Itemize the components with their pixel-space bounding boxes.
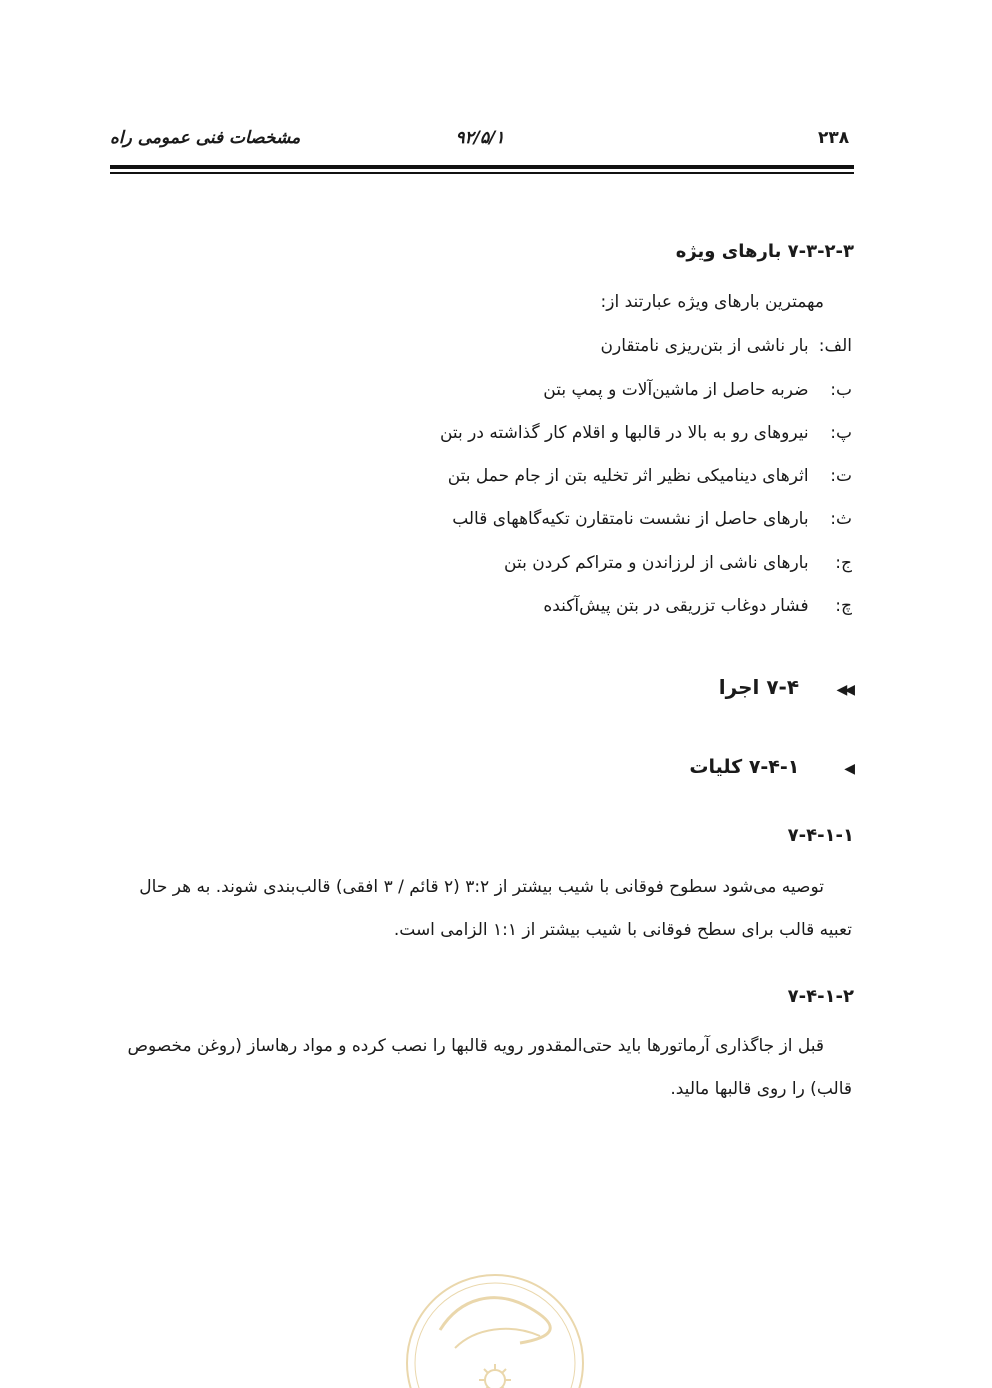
list-item-text: بار ناشی از بتن‌ریزی نامتقارن (600, 336, 809, 356)
arrow-icon: ◀ (844, 761, 852, 777)
list-item (601, 332, 852, 360)
watermark-seal-icon (400, 1268, 590, 1388)
clause-number: ۷-۴-۱-۲ (787, 986, 854, 1007)
clause-number: ۷-۴-۱-۱ (787, 825, 854, 846)
header-title: مشخصات فنی عمومی راه (110, 128, 301, 148)
double-arrow-icon: ◀◀ (836, 682, 852, 698)
list-item-marker: الف: (818, 336, 852, 356)
list-item-text: اثرهای دینامیکی نظیر اثر تخلیه بتن از جام حمل بتن (447, 466, 809, 486)
list-item (452, 505, 852, 533)
list-item-marker: ب: (830, 380, 852, 400)
section-heading-special-loads: ۷-۳-۲-۳ بارهای ویژه (675, 241, 854, 262)
section-intro: مهمترین بارهای ویژه عبارتند از: (600, 292, 824, 312)
list-item (543, 376, 852, 404)
list-item (504, 549, 852, 577)
paragraph-line: تعبیه قالب برای سطح فوقانی با شیب بیشتر از ۱:۱ الزامی است. (393, 920, 852, 940)
list-item-text: بارهای حاصل از نشست نامتقارن تکیه‌گاههای قالب (452, 509, 809, 529)
list-item-text: بارهای ناشی از لرزاندن و متراکم کردن بتن (504, 553, 809, 573)
paragraph-line: قالب) را روی قالبها مالید. (670, 1079, 852, 1099)
list-item (440, 419, 852, 447)
section-heading-text: ۷-۴-۱ کلیات (689, 756, 800, 778)
list-item-text: فشار دوغاب تزریقی در بتن پیش‌آکنده (543, 596, 809, 616)
list-item-marker: ت: (830, 466, 852, 486)
list-item-marker: ث: (830, 509, 852, 529)
list-item (448, 462, 852, 490)
list-item (543, 592, 852, 620)
header-rule-thin (110, 172, 854, 174)
section-heading-execution (719, 672, 852, 705)
list-item-marker: ج: (835, 553, 852, 573)
list-item-marker: چ: (835, 596, 852, 616)
header-rule-thick (110, 165, 854, 169)
paragraph-line: قبل از جاگذاری آرماتورها باید حتی‌المقدور رویه قالبها را نصب کرده و مواد رهاساز (روغن مخصوص (127, 1036, 824, 1056)
list-item-text: ضربه حاصل از ماشین‌آلات و پمپ بتن (543, 380, 809, 400)
header-date: ۹۲/۵/۱ (455, 128, 505, 148)
list-item-marker: پ: (830, 423, 852, 443)
section-heading-general (689, 752, 852, 784)
section-heading-text: ۷-۴ اجرا (718, 675, 800, 699)
list-item-text: نیروهای رو به بالا در قالبها و اقلام کار گذاشته در بتن (439, 423, 809, 443)
page-number: ۲۳۸ (818, 128, 850, 148)
paragraph-line: توصیه می‌شود سطوح فوقانی با شیب بیشتر از ۳:۲ (۲ قائم / ۳ افقی) قالب‌بندی شوند. به هر حال (139, 877, 824, 897)
